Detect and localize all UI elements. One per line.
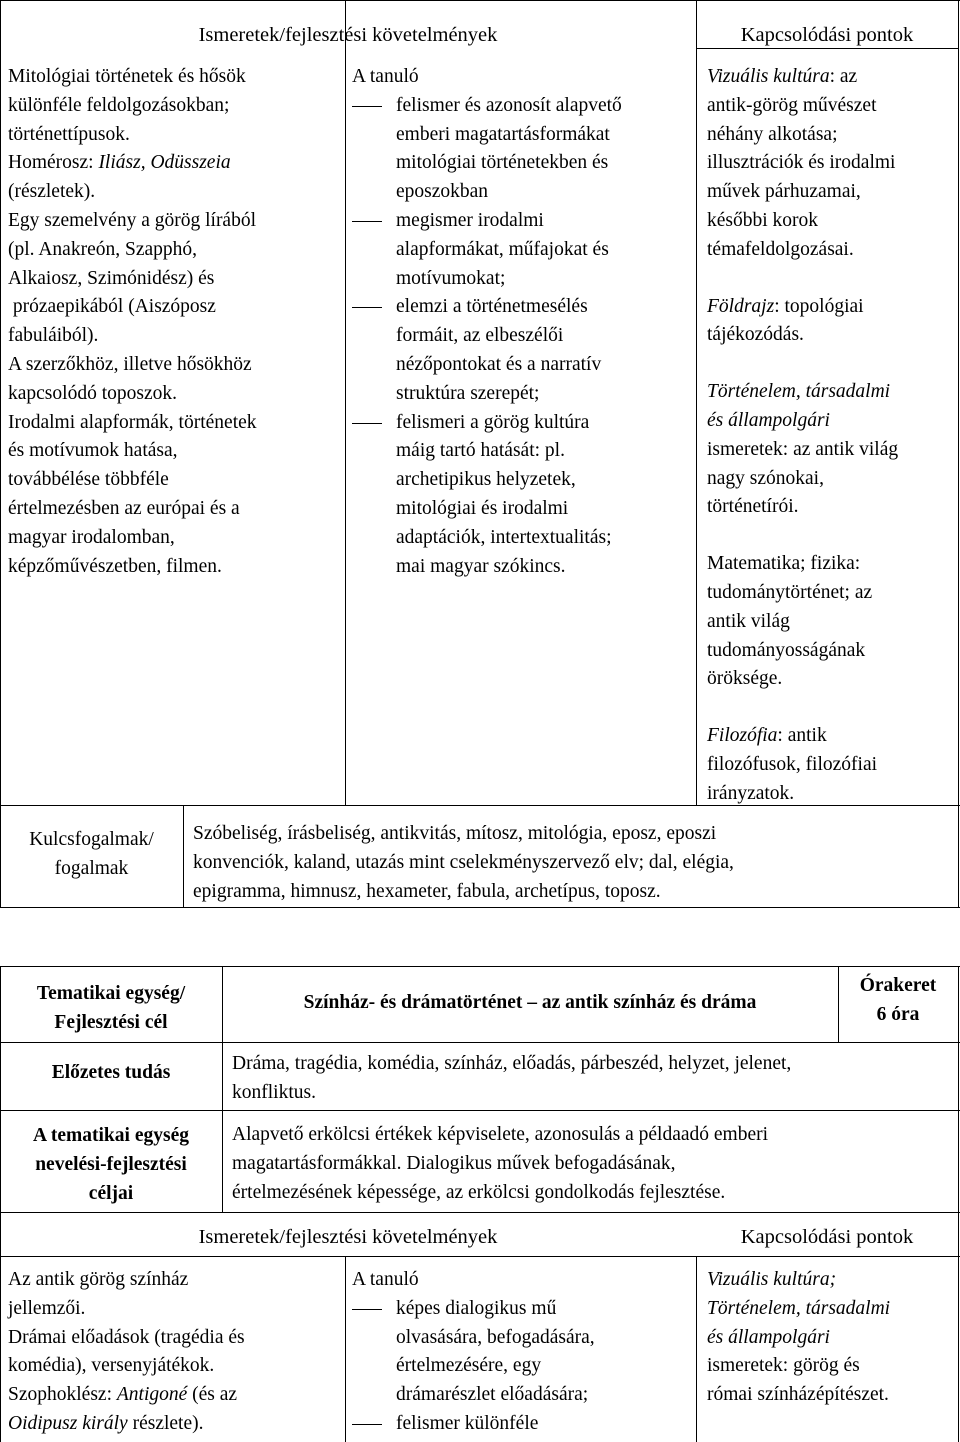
hours-block: Órakeret 6 óra xyxy=(859,975,937,1025)
list-item: felismer különféle xyxy=(352,1410,692,1439)
list-item: elemzi a történetmesélés formáit, az elbeszélői nézőpontokat és a narratív struktúra szerepét; xyxy=(352,293,692,408)
topics-column: Mitológiai történetek és hősök különféle feldolgozásokban; történettípusok. Homérosz: Iliász, Odüsszeia (részletek). Egy szemelvény a görög lírából (pl. Anakreón, Szapphó, Alkaiosz, Szimónidész) és prózaepikából (Aiszóposz fabuláiból). A szerzőkhöz, illetve hősökhöz kapcsolódó toposzok. Irodalmi alapformák, történetek és motívumok hatása, továbbélése többféle értelmezésben az európai és a magyar irodalomban, képzőművészetben, filmen. xyxy=(8,66,257,577)
list-item: megismer irodalmi alapformákat, műfajokat és motívumokat; xyxy=(352,207,692,293)
prior-knowledge-label: Előzetes tudás xyxy=(51,1062,171,1083)
goals-text: Alapvető erkölcsi értékek képviselete, azonosulás a példaadó emberi magatartásformákkal. Dialogikus művek befogadásának, értelmezésének képessége, az erkölcsi gondolkodás fejlesztése. xyxy=(232,1124,769,1203)
connections-column-2: Vizuális kultúra; Történelem, társadalmi és állampolgári ismeretek: görög és római színházépítészet. xyxy=(707,1269,891,1406)
thematic-unit-label: Tematikai egység/ Fejlesztési cél xyxy=(36,983,186,1033)
list-item: felismer és azonosít alapvető emberi magatartásformákat mitológiai történetekben és eposzokban xyxy=(352,92,692,207)
topics-column-2: Az antik görög színház jellemzői. Drámai előadások (tragédia és komédia), versenyjátékok. Szophoklész: Antigoné (és az Oidipusz király részlete). xyxy=(8,1269,245,1434)
requirements-column-2: A tanuló képes dialogikus mű olvasására, befogadására, értelmezésére, egy drámarészlet előadására; felismer különféle xyxy=(352,1266,692,1439)
key-concepts-label: Kulcsfogalmak/ fogalmak xyxy=(29,829,154,879)
prior-knowledge-text: Dráma, tragédia, komédia, színház, előadás, párbeszéd, helyzet, jelenet, konfliktus. xyxy=(232,1053,792,1103)
list-item: képes dialogikus mű olvasására, befogadására, értelmezésére, egy drámarészlet előadására; xyxy=(352,1295,692,1410)
requirements-column xyxy=(352,63,692,581)
col-header-requirements: Ismeretek/fejlesztési követelmények xyxy=(198,24,498,46)
col-header-connections: Kapcsolódási pontok xyxy=(740,24,914,46)
key-concepts-text: Szóbeliség, írásbeliség, antikvitás, mítosz, mitológia, eposz, eposzi konvenciók, kaland, utazás mint cselekményszervező elv; dal, elégia, epigramma, himnusz, hexameter, fabula, archetípus, toposz. xyxy=(193,823,734,902)
col-header-connections-2: Kapcsolódási pontok xyxy=(740,1226,914,1248)
col-header-requirements-2: Ismeretek/fejlesztési követelmények xyxy=(198,1226,498,1248)
unit-title: Színház- és drámatörténet – az antik színház és dráma xyxy=(303,992,757,1013)
learner-intro: A tanuló xyxy=(352,66,419,87)
connections-column: Vizuális kultúra: az antik-görög művészet néhány alkotása; illusztrációk és irodalmi művek párhuzamai, későbbi korok témafeldolgozásai. Földrajz: topológiai tájékozódás. Történelem, társadalmi és állampolgári ismeretek: az antik világ nagy szónokai, történetírói. Matematika; fizika: tudománytörténet; az antik világ tudományosságának öröksége. Filozófia: antik filozófusok, filozófiai irányzatok. xyxy=(707,66,899,804)
list-item: felismeri a görög kultúra máig tartó hatását: pl. archetipikus helyzetek, mitológiai és irodalmi adaptációk, intertextualitás; mai magyar szókincs. xyxy=(352,409,692,582)
goals-label: A tematikai egység nevelési-fejlesztési céljai xyxy=(33,1125,189,1204)
